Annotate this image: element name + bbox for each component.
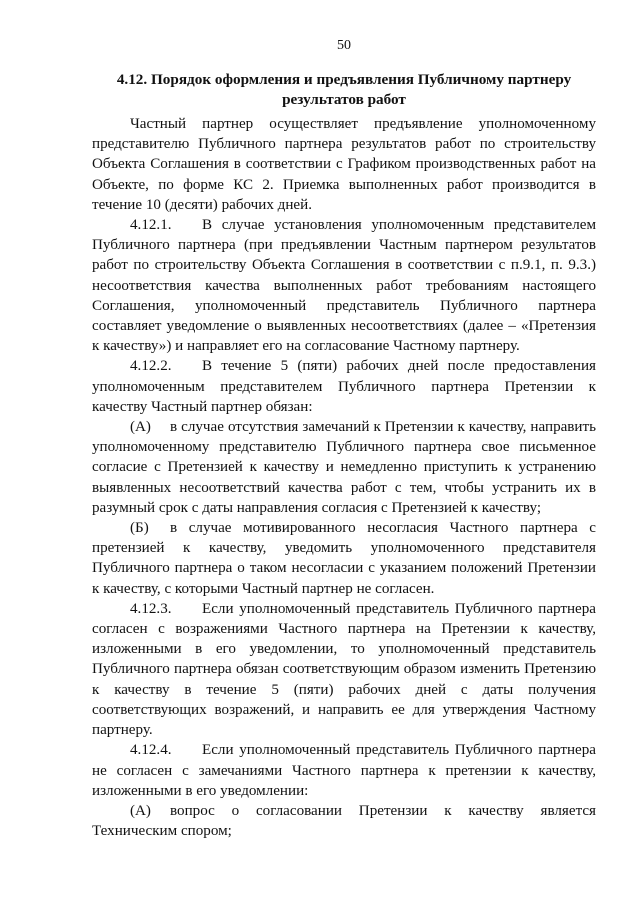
clause-4-12-2	[92, 356, 596, 417]
paragraph-text: Частный партнер осуществляет предъявление уполномоченному представителю Публичного партнера результатов работ по строительству Объекта Соглашения в соответствии с Графиком производственных работ на Объекте, по форме КС 2. Приемка выполненных работ производится в течение 10 (десяти) рабочих дней.	[92, 116, 596, 213]
clause-4-12-1	[92, 215, 596, 356]
sub-clause-marker: (Б)	[130, 520, 149, 537]
sub-clause-text: вопрос о согласовании Претензии к качеству является Техническим спором;	[92, 802, 596, 840]
clause-number: 4.12.4.	[130, 742, 172, 759]
section-heading-line-1: 4.12. Порядок оформления и предъявления Публичному партнеру	[116, 71, 572, 88]
paragraph-intro	[92, 114, 596, 215]
sub-clause-marker: (А)	[130, 419, 151, 436]
sub-clause-a-2	[92, 801, 596, 841]
sub-clause-marker: (А)	[130, 802, 151, 819]
sub-clause-a	[92, 417, 596, 518]
section-heading	[92, 70, 596, 110]
sub-clause-text: в случае мотивированного несогласия Частного партнера с претензией к качеству, уведомить уполномоченного представителя Публичного партнера о таком несогласии с указанием положений Претензии к качеству, с которыми Частный партнер не согласен.	[92, 520, 596, 597]
clause-number: 4.12.2.	[130, 358, 172, 375]
clause-number: 4.12.3.	[130, 600, 172, 617]
sub-clause-b	[92, 518, 596, 599]
page-number: 50	[337, 38, 351, 53]
clause-4-12-4	[92, 740, 596, 801]
clause-text: Если уполномоченный представитель Публичного партнера согласен с возражениями Частного партнера на Претензии к качеству, изложенными в его уведомлении, то уполномоченный представитель Публичного партнера обязан соответствующим образом изменить Претензию к качеству в течение 5 (пяти) рабочих дней с даты получения соответствующих возражений, и направить ее для утверждения Частному партнеру.	[92, 600, 596, 739]
clause-text: Если уполномоченный представитель Публичного партнера не согласен с замечаниями Частного партнера к претензии к качеству, изложенными в его уведомлении:	[92, 742, 596, 799]
clause-number: 4.12.1.	[130, 217, 172, 234]
clause-text: В течение 5 (пяти) рабочих дней после предоставления уполномоченным представителем Публичного партнера Претензии к качеству Частный партнер обязан:	[92, 358, 596, 415]
section-heading-line-2: результатов работ	[282, 91, 406, 108]
sub-clause-text: в случае отсутствия замечаний к Претензии к качеству, направить уполномоченному представителю Публичного партнера свое письменное согласие с Претензией к качеству и немедленно приступить к устранению выявленных несоответствий качества работ с тем, чтобы устранить их в разумный срок с даты направления согласия с Претензией к качеству;	[92, 419, 596, 516]
clause-4-12-3	[92, 599, 596, 740]
clause-text: В случае установления уполномоченным представителем Публичного партнера (при предъявлении Частным партнером результатов работ по строительству Объекта Соглашения в соответствии с п.9.1, п. 9.3.) несоответствия качества выполненных работ требованиям настоящего Соглашения, уполномоченный представитель Публичного партнера составляет уведомление о выявленных несоответствиях (далее – «Претензия к качеству») и направляет его на согласование Частному партнеру.	[92, 217, 596, 355]
